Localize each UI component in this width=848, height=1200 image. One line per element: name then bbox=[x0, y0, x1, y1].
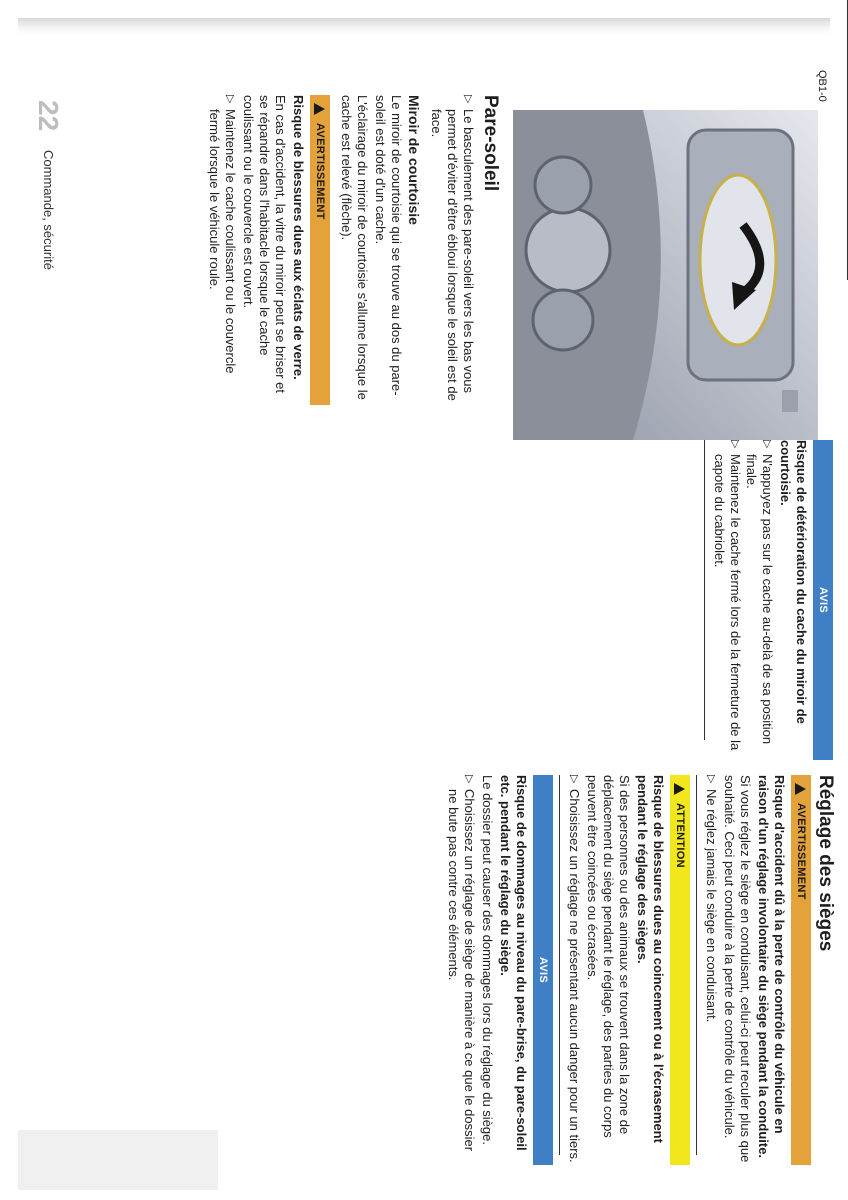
seat-notice-step-text: Choisissez un réglage de siège de manière à ce que le dossier ne bute pas contre ces éléments. bbox=[446, 789, 477, 1152]
notice-label-right: AVIS bbox=[537, 956, 549, 984]
warning-triangle-icon bbox=[315, 103, 326, 115]
attention-step bbox=[566, 775, 582, 1165]
page-number: 22 bbox=[33, 100, 64, 132]
warning-label-right: AVERTISSEMENT bbox=[795, 803, 807, 900]
seat-notice-step bbox=[445, 775, 477, 1165]
warning-label: AVERTISSEMENT bbox=[314, 123, 326, 220]
seat-adjust-title: Réglage des sièges bbox=[815, 775, 836, 952]
warning-title: Risque de blessures dues aux éclats de verre. bbox=[291, 95, 306, 380]
seat-adjust-section bbox=[445, 775, 836, 1165]
warning-text: En cas d'accident, la vitre du miroir peut se briser et se répandre dans l'habitacle lorsque le cache coulissant ou le couvercle est ouvert. bbox=[241, 95, 288, 394]
warning-step bbox=[206, 95, 238, 405]
step-arrow-icon: ▷ bbox=[463, 775, 475, 784]
mirror-heading: Miroir de courtoisie bbox=[406, 95, 422, 225]
mirror-text-1: Le miroir de courtoisie qui se trouve au dos du pare-soleil est doté d'un cache. bbox=[373, 95, 404, 396]
warning-step-text: Maintenez le cache coulissant ou le couvercle fermé lorsque le véhicule roule. bbox=[207, 109, 238, 374]
warning-banner-left bbox=[310, 95, 330, 405]
mirror-text-2: L'éclairage du miroir de courtoisie s'allume lorsque le cache est relevé (flèche). bbox=[339, 95, 370, 400]
page-footer: Commande, sécurité bbox=[41, 150, 56, 270]
step-arrow-icon: ▷ bbox=[729, 440, 741, 449]
seat-warning-step-text: Ne réglez jamais le siège en conduisant. bbox=[704, 789, 719, 1023]
notice-step-1 bbox=[743, 440, 775, 760]
notice-title: Risque de détérioration du cache du miroir de courtoisie. bbox=[778, 440, 809, 724]
notice-step-1-text: N'appuyez pas sur le cache au-delà de sa position finale. bbox=[744, 454, 775, 745]
step-arrow-icon: ▷ bbox=[761, 440, 773, 449]
notice-section-left bbox=[704, 440, 833, 760]
notice-step-2 bbox=[711, 440, 743, 760]
warning-triangle-icon bbox=[675, 783, 686, 795]
attention-rule bbox=[559, 775, 560, 1155]
attention-label: ATTENTION bbox=[674, 803, 686, 868]
sunvisor-step-text: Le basculement des pare-soleil vers les bas vous permet d'éviter d'être ébloui lorsque le soleil est de face. bbox=[429, 109, 476, 401]
sunvisor-step bbox=[428, 95, 476, 405]
seat-warning-title: Risque d'accident dû à la perte de contrôle du véhicule en raison d'un réglage involontaire du siège pendant la conduite. bbox=[756, 775, 787, 1159]
notice-step-2-text: Maintenez le cache fermé lors de la fermeture de la capote du cabriolet. bbox=[712, 454, 743, 751]
warning-banner-right bbox=[791, 775, 811, 1165]
sunvisor-section bbox=[206, 95, 501, 405]
seat-notice-title: Risque de dommages au niveau du pare-brise, du pare-soleil etc. pendant le réglage du siège. bbox=[498, 775, 529, 1151]
attention-title: Risque de blessures dues au coincement ou à l'écrasement pendant le réglage des sièges. bbox=[635, 775, 666, 1143]
attention-step-text: Choisissez un réglage ne présentant aucun danger pour un tiers. bbox=[567, 789, 582, 1163]
figure-code: QB1-0 bbox=[816, 70, 828, 102]
sunvisor-mirror-photo bbox=[513, 110, 818, 440]
step-arrow-icon: ▷ bbox=[462, 95, 474, 104]
seat-warning-step bbox=[703, 775, 719, 1165]
attention-banner bbox=[670, 775, 690, 1165]
seat-notice-text: Le dossier peut causer des dommages lors du réglage du siège. bbox=[480, 775, 495, 1145]
warning-triangle-icon bbox=[796, 783, 807, 795]
step-arrow-icon: ▷ bbox=[568, 775, 580, 784]
sunvisor-title: Pare-soleil bbox=[480, 95, 501, 192]
sunvisor-illustration bbox=[513, 110, 818, 440]
attention-text: Si des personnes ou des animaux se trouvent dans la zone de déplacement du siège pendant le réglage, des parties du corps peuvent être coincées ou écrasées. bbox=[585, 775, 632, 1138]
notice-banner-right bbox=[533, 775, 553, 1165]
seat-warning-text: Si vous réglez le siège en conduisant, celui-ci peut reculer plus que souhaité. Ceci peut conduire à la perte de contrôle du véhicule. bbox=[722, 775, 753, 1163]
step-arrow-icon: ▷ bbox=[224, 95, 236, 104]
notice-banner-left bbox=[813, 440, 833, 760]
seat-warning-rule bbox=[696, 775, 697, 1155]
step-arrow-icon: ▷ bbox=[705, 775, 717, 784]
notice-label: AVIS bbox=[817, 586, 829, 614]
notice-bottom-rule bbox=[704, 440, 705, 740]
